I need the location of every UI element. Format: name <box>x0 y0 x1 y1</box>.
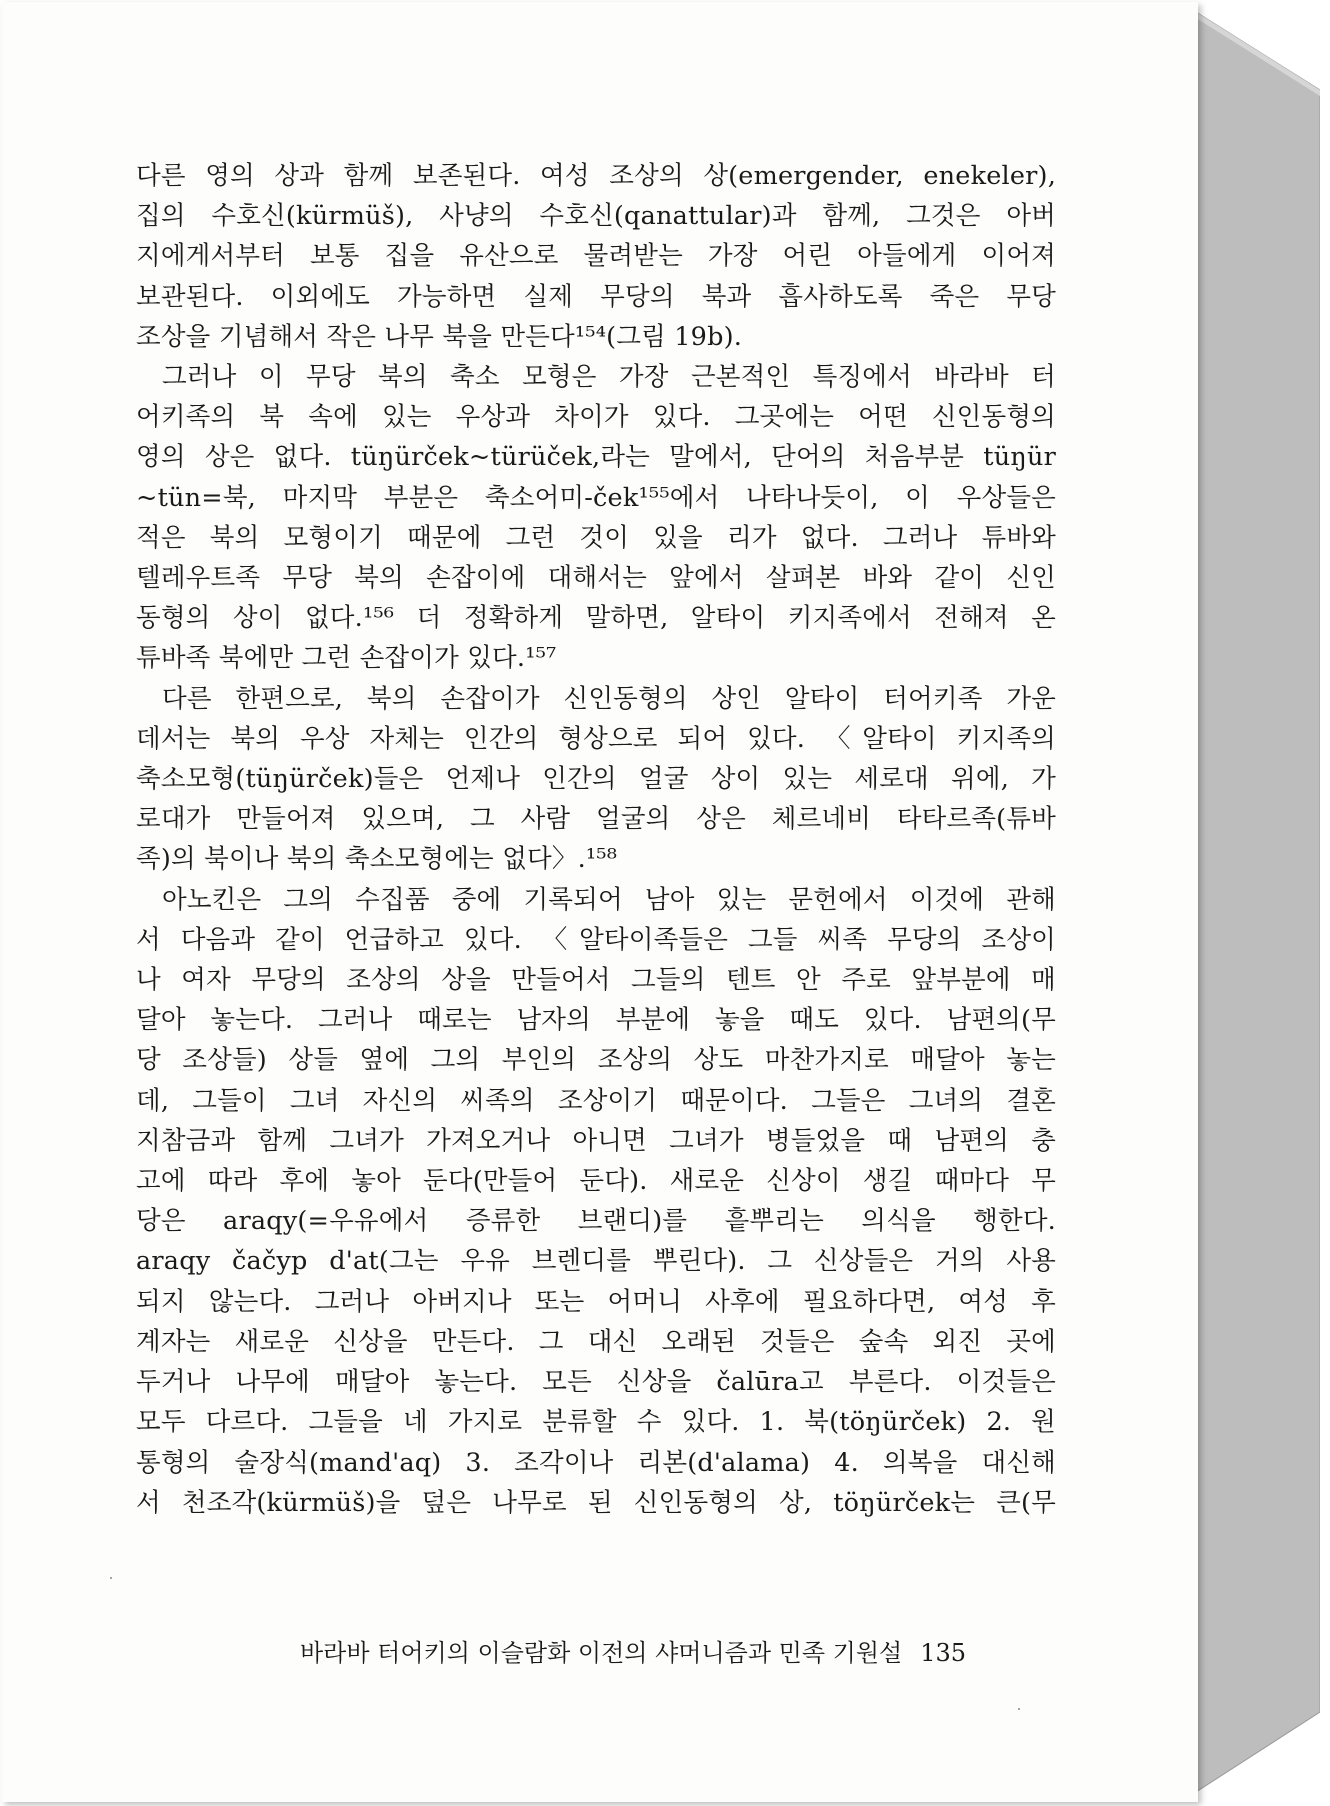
text-line: 그러나 이 무당 북의 축소 모형은 가장 근본적인 특징에서 바라바 터 <box>162 362 1056 393</box>
text-line: 당 조상들) 상들 옆에 그의 부인의 조상의 상도 마찬가지로 매달아 놓는 <box>136 1045 1056 1076</box>
paragraph-1 <box>136 156 1056 357</box>
scan-speck <box>110 1577 112 1579</box>
text-line: 모두 다르다. 그들을 네 가지로 분류할 수 있다. 1. 북(töŋürček) 2. 원 <box>136 1407 1056 1438</box>
text-line: 튜바족 북에만 그런 손잡이가 있다.¹⁵⁷ <box>136 643 557 674</box>
text-line: 고에 따라 후에 놓아 둔다(만들어 둔다). 새로운 신상이 생길 때마다 무 <box>136 1166 1056 1197</box>
text-line: 되지 않는다. 그러나 아버지나 또는 어머니 사후에 필요하다면, 여성 후 <box>136 1286 1056 1317</box>
text-line: 서 다음과 같이 언급하고 있다. 〈알타이족들은 그들 씨족 무당의 조상이 <box>136 924 1056 955</box>
text-line: 어키족의 북 속에 있는 우상과 차이가 있다. 그곳에는 어떤 신인동형의 <box>136 402 1056 433</box>
text-line: 다른 한편으로, 북의 손잡이가 신인동형의 상인 알타이 터어키족 가운 <box>162 683 1056 714</box>
text-line: 족)의 북이나 북의 축소모형에는 없다〉.¹⁵⁸ <box>136 844 618 875</box>
text-line: 동형의 상이 없다.¹⁵⁶ 더 정확하게 말하면, 알타이 키지족에서 전해져 온 <box>136 603 1056 634</box>
paragraph-4 <box>136 880 1056 1523</box>
text-line: 텔레우트족 무당 북의 손잡이에 대해서는 앞에서 살펴본 바와 같이 신인 <box>136 563 1056 594</box>
text-line: 서 천조각(kürmüš)을 덮은 나무로 된 신인동형의 상, töŋürček는 큰(무 <box>136 1487 1056 1518</box>
paragraph-3 <box>136 679 1056 880</box>
text-line: 적은 북의 모형이기 때문에 그런 것이 있을 리가 없다. 그러나 튜바와 <box>136 522 1056 553</box>
text-line: 아노킨은 그의 수집품 중에 기록되어 남아 있는 문헌에서 이것에 관해 <box>162 884 1056 915</box>
text-line: 축소모형(tüŋürček)들은 언제나 인간의 얼굴 상이 있는 세로대 위에, 가 <box>136 764 1056 795</box>
text-line: araqy čačyp d'at(그는 우유 브렌디를 뿌린다). 그 신상들은 거의 사용 <box>136 1246 1056 1277</box>
text-line: 조상을 기념해서 작은 나무 북을 만든다¹⁵⁴(그림 19b). <box>136 321 743 352</box>
text-line: 통형의 술장식(mand'aq) 3. 조각이나 리본(d'alama) 4. 의복을 대신해 <box>136 1447 1056 1478</box>
text-line: 로대가 만들어져 있으며, 그 사람 얼굴의 상은 체르네비 타타르족(튜바 <box>136 804 1056 835</box>
page-number: 135 <box>920 1639 967 1667</box>
text-line: 나 여자 무당의 조상의 상을 만들어서 그들의 텐트 안 주로 앞부분에 매 <box>136 965 1056 996</box>
text-line: 보관된다. 이외에도 가능하면 실제 무당의 북과 흡사하도록 죽은 무당 <box>136 281 1056 312</box>
page-footer <box>300 1633 1040 1668</box>
text-line: 영의 상은 없다. tüŋürček~türüček,라는 말에서, 단어의 처음부분 tüŋür <box>136 442 1056 473</box>
text-line: 데서는 북의 우상 자체는 인간의 형상으로 되어 있다. 〈알타이 키지족의 <box>136 723 1056 754</box>
running-title: 바라바 터어키의 이슬람화 이전의 샤머니즘과 민족 기원설 <box>300 1639 903 1667</box>
text-line: 지참금과 함께 그녀가 가져오거나 아니면 그녀가 병들었을 때 남편의 충 <box>136 1125 1056 1156</box>
text-line: 달아 놓는다. 그러나 때로는 남자의 부분에 놓을 때도 있다. 남편의(무 <box>136 1005 1056 1036</box>
body-text <box>136 156 1056 1523</box>
text-line: 다른 영의 상과 함께 보존된다. 여성 조상의 상(emergender, enekeler), <box>136 161 1056 191</box>
text-line: 데, 그들이 그녀 자신의 씨족의 조상이기 때문이다. 그들은 그녀의 결혼 <box>136 1085 1056 1116</box>
text-line: ~tün=북, 마지막 부분은 축소어미-ček¹⁵⁵에서 나타나듯이, 이 우상들은 <box>136 482 1056 513</box>
text-line: 계자는 새로운 신상을 만든다. 그 대신 오래된 것들은 숲속 외진 곳에 <box>136 1326 1056 1357</box>
text-line: 지에게서부터 보통 집을 유산으로 물려받는 가장 어린 아들에게 이어져 <box>136 241 1056 272</box>
text-line: 당은 araqy(=우유에서 증류한 브랜디)를 흩뿌리는 의식을 행한다. <box>136 1206 1056 1237</box>
scan-speck <box>1018 1708 1020 1710</box>
book-edge <box>1196 12 1320 1792</box>
text-line: 집의 수호신(kürmüš), 사냥의 수호신(qanattular)과 함께, 그것은 아버 <box>136 201 1056 232</box>
book-page <box>2 2 1198 1802</box>
text-line: 두거나 나무에 매달아 놓는다. 모든 신상을 čalūra고 부른다. 이것들은 <box>136 1367 1056 1398</box>
paragraph-2 <box>136 357 1056 679</box>
